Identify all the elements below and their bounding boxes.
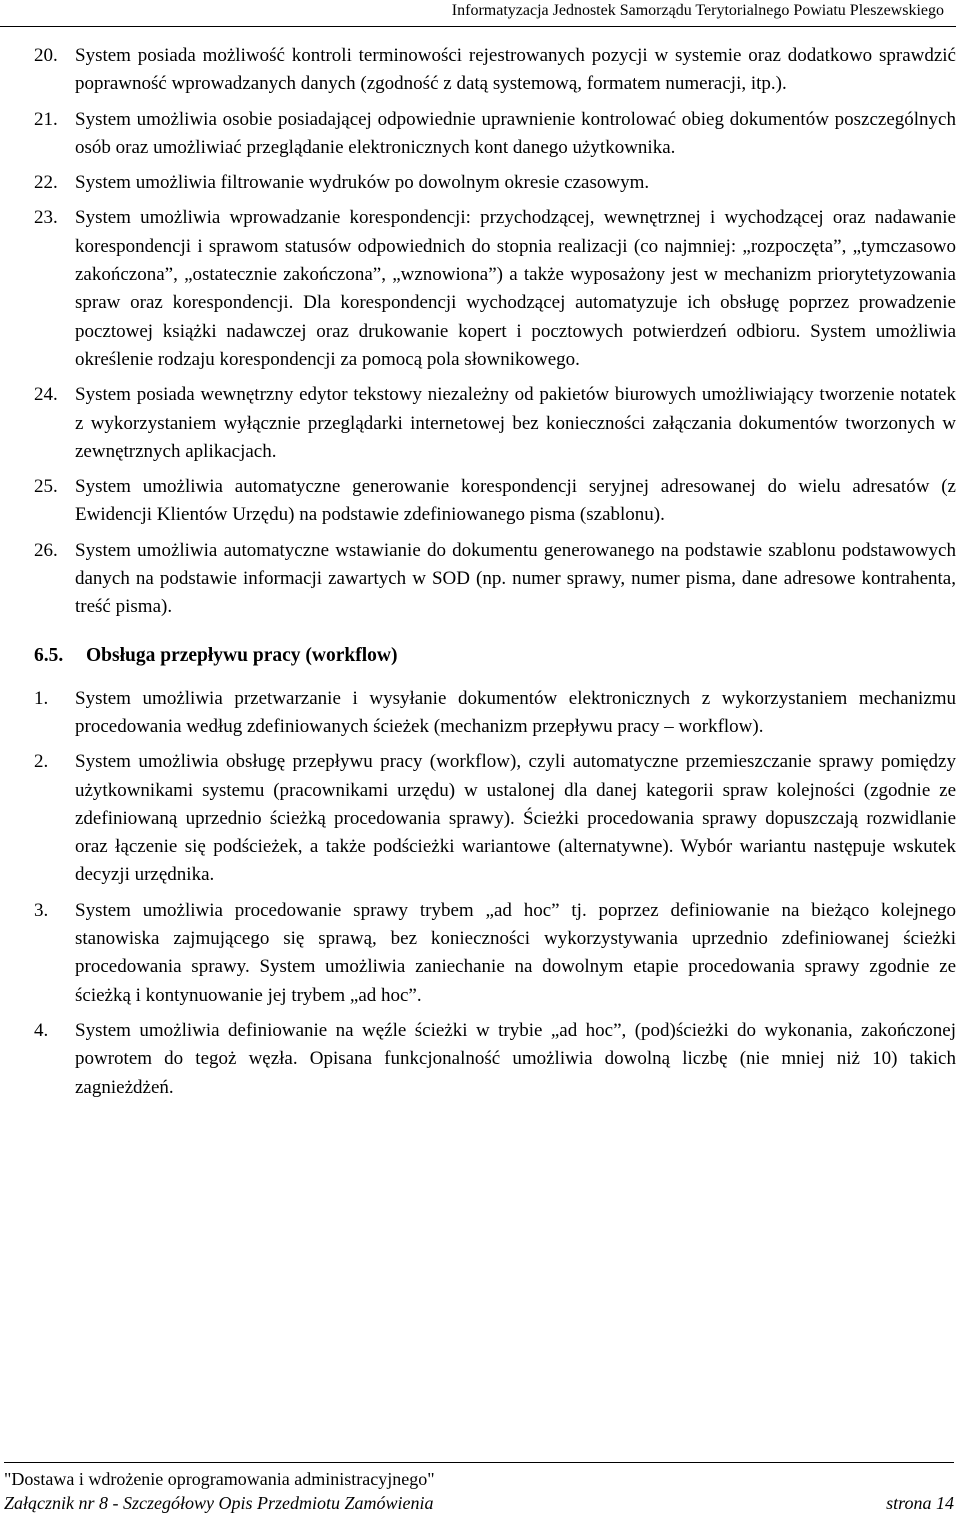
requirements-list-b (34, 685, 958, 1102)
list-item (34, 42, 958, 99)
page-footer (4, 1462, 954, 1515)
list-item-text: System umożliwia procedowanie sprawy trybem „ad hoc” tj. poprzez definiowanie na bieżąco kolejnego stanowiska zajmującego się sprawą, bez konieczności wykorzystywania uprzednio zdefiniowanej ścieżki procedowania sprawy. System umożliwia zaniechanie na dowolnym etapie procedowania sprawy zgodnie ze ścieżką i kontynuowanie jej trybem „ad hoc”. (75, 899, 956, 1006)
list-item-number: 2. (34, 751, 49, 773)
list-item-text: System posiada możliwość kontroli terminowości rejestrowanych pozycji w systemie oraz dodatkowo sprawdzić poprawność wprowadzanych danych (zgodność z datą systemową, formatem numeracji, itp.). (75, 45, 956, 95)
list-item (34, 748, 958, 889)
list-item (34, 204, 958, 374)
list-item (34, 1017, 958, 1102)
list-item-number: 21. (34, 108, 58, 130)
list-item-number: 22. (34, 172, 58, 194)
list-item (34, 897, 958, 1010)
list-item-text: System umożliwia osobie posiadającej odpowiednie uprawnienie kontrolować obieg dokumentów poszczególnych osób oraz umożliwiać przeglądanie elektronicznych kont danego użytkownika. (75, 108, 956, 158)
footer-page-number: strona 14 (886, 1493, 954, 1513)
list-item-text: System posiada wewnętrzny edytor tekstowy niezależny od pakietów biurowych umożliwiający tworzenie notatek z wykorzystaniem wyłącznie przeglądarki internetowej bez konieczności załączania dokumentów tworzonych w zewnętrznych aplikacjach. (75, 384, 956, 462)
list-item-text: System umożliwia automatyczne generowanie korespondencji seryjnej adresowanej do wielu adresatów (z Ewidencji Klientów Urzędu) na podstawie zdefiniowanego pisma (szablonu). (75, 476, 956, 526)
list-item (34, 537, 958, 622)
list-item-text: System umożliwia automatyczne wstawianie do dokumentu generowanego na podstawie szablonu podstawowych danych na podstawie informacji zawartych w SOD (np. numer sprawy, numer pisma, dane adresowe kontrahenta, treść pisma). (75, 539, 956, 618)
list-item-number: 20. (34, 45, 58, 66)
footer-attachment: Załącznik nr 8 - Szczegółowy Opis Przedmiotu Zamówienia (4, 1493, 434, 1513)
list-item-number: 1. (34, 687, 49, 709)
list-item-number: 25. (34, 476, 58, 498)
list-item (34, 473, 958, 530)
list-item-text: System umożliwia wprowadzanie korespondencji: przychodzącej, wewnętrznej i wychodzącej oraz nadawanie korespondencji i sprawom statusów odpowiednich do stopnia realizacji (co najmniej: „rozpoczęta”, „tymczasowo zakończona”, „ostatecznie zakończona”, „wznowiona”) a także wyposażony jest w mechanizm priorytetyzowania spraw oraz korespondencji. Dla korespondencji wychodzącej automatyzuje ich obsługę poprzez prowadzenie pocztowej książki nadawczej oraz drukowanie kopert i pocztowych potwierdzeń odbioru. System umożliwia określenie rodzaju korespondencji za pomocą pola słownikowego. (75, 207, 956, 370)
list-item-number: 26. (34, 539, 58, 561)
list-item-number: 4. (34, 1019, 49, 1041)
list-item-number: 24. (34, 384, 58, 406)
section-heading (34, 642, 958, 670)
list-item (34, 106, 958, 163)
document-body (34, 42, 958, 1109)
page-header (0, 0, 956, 27)
list-item (34, 169, 958, 197)
list-item-text: System umożliwia definiowanie na węźle ścieżki w trybie „ad hoc”, (pod)ścieżki do wykonania, zakończonej powrotem do tegoż węzła. Opisana funkcjonalność umożliwia dowolną liczbę (nie mniej niż 10) takich zagnieżdżeń. (75, 1019, 956, 1098)
header-title: Informatyzacja Jednostek Samorządu Terytorialnego Powiatu Pleszewskiego (451, 2, 944, 19)
list-item (34, 685, 958, 742)
list-item-number: 3. (34, 899, 49, 921)
list-item-text: System umożliwia przetwarzanie i wysyłanie dokumentów elektronicznych z wykorzystaniem mechanizmu procedowania według zdefiniowanych ścieżek (mechanizm przepływu pracy – workflow). (75, 687, 956, 737)
list-item (34, 381, 958, 466)
section-number: 6.5. (34, 644, 64, 666)
footer-project-title: "Dostawa i wdrożenie oprogramowania administracyjnego" (4, 1469, 435, 1489)
section-title: Obsługa przepływu pracy (workflow) (86, 644, 398, 666)
list-item-number: 23. (34, 207, 58, 229)
requirements-list-a (34, 42, 958, 622)
list-item-text: System umożliwia obsługę przepływu pracy (workflow), czyli automatyczne przemieszczanie sprawy pomiędzy użytkownikami systemu (pracownikami urzędu) w ustalonej dla danej kategorii spraw kolejności (zgodnie ze zdefiniowaną uprzednio ścieżką procedowania sprawy). Ścieżki procedowania sprawy dopuszczają rozwidlanie oraz łączenie się podścieżek, a także podścieżki wariantowe (alternatywne). Wybór wariantu następuje wskutek decyzji urzędnika. (75, 751, 956, 886)
list-item-text: System umożliwia filtrowanie wydruków po dowolnym okresie czasowym. (75, 172, 650, 194)
